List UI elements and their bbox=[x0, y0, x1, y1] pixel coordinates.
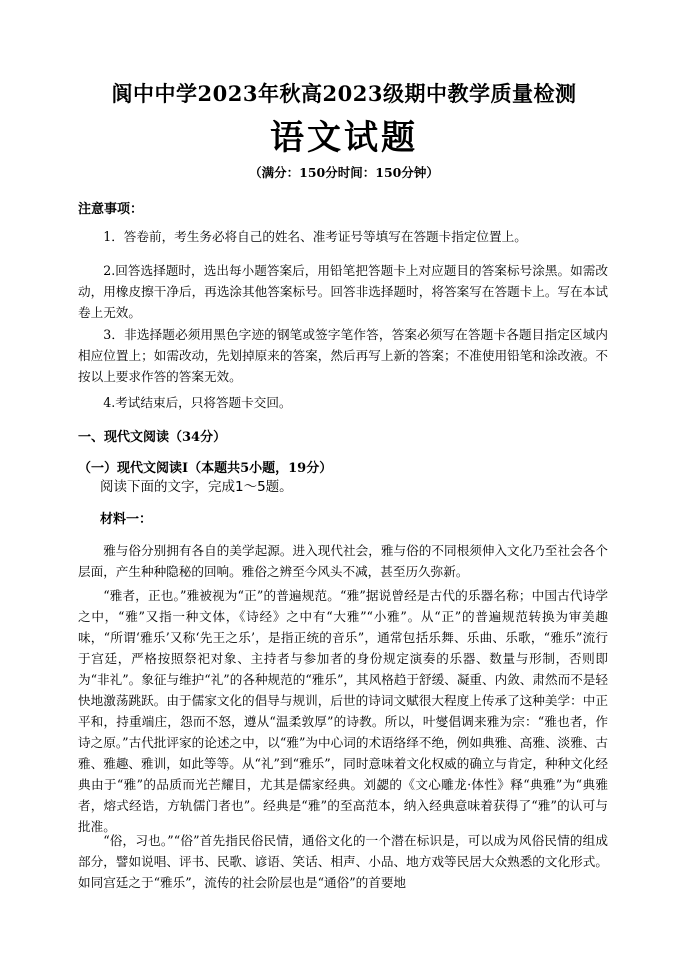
notice-item-2: 2.回答选择题时，选出每小题答案后，用铅笔把答题卡上对应题目的答案标号涂黑。如需改动，用橡皮擦干净后，再选涂其他答案标号。回答非选择题时，将答案写在答题卡上。写在本试卷上无效。 bbox=[78, 263, 608, 320]
material-label: 材料一： bbox=[100, 512, 153, 527]
notice-item-1: 1．答卷前，考生务必将自己的姓名、准考证号等填写在答题卡指定位置上。 bbox=[103, 229, 527, 244]
subject-title: 语文试题 bbox=[270, 118, 418, 158]
notice-item-4: 4.考试结束后，只将答题卡交回。 bbox=[103, 395, 292, 410]
material-paragraph-2: “雅者，正也。”雅被视为“正”的普遍规范。“雅”据说曾经是古代的乐器名称；中国古代诗学之中，“雅”又指一种文体，《诗经》之中有“大雅”“小雅”。从“正”的普遍规范转换为审美趣味，“所谓‘雅乐’又称‘先王之乐’，是指正统的音乐”，通常包括乐舞、乐曲、乐歌，“雅乐”流行于宫廷，严格按照祭祀对象、主持者与参加者的身份规定演奏的乐器、数量与形制，否则即为“非礼”。象征与维护“礼”的各种规范的“雅乐”，其风格趋于舒缓、凝重、内敛、肃然而不是轻快地激荡跳跃。由于儒家文化的倡导与规训，后世的诗词文赋很大程度上传承了这种美学：中正平和，持重端庄，怨而不怒，遵从“温柔敦厚”的诗教。所以，叶燮倡调来雅为宗：“雅也者，作诗之原。”古代批评家的论述之中，以“雅”为中心词的术语络绎不绝，例如典雅、高雅、淡雅、古雅、雅趣、雅训，如此等等。从“礼”到“雅乐”，同时意味着文化权威的确立与肯定，种种文化经典由于“雅”的品质而光芒耀目，尤其是儒家经典。刘勰的《文心雕龙·体性》释“典雅”为“典雅者，熔式经诰，方轨儒门者也”。经典是“雅”的至高范本，纳入经典意味着获得了“雅”的认可与批准。 bbox=[78, 588, 608, 834]
exam-info: （满分：150分时间：150分钟） bbox=[249, 165, 439, 180]
notice-item-3: 3．非选择题必须用黑色字迹的钢笔或签字笔作答，答案必须写在答题卡各题目指定区域内相应位置上；如需改动，先划掉原来的答案，然后再写上新的答案；不准使用铅笔和涂改液。不按以上要求作答的答案无效。 bbox=[78, 327, 608, 384]
exam-title: 阆中中学2023年秋高2023级期中教学质量检测 bbox=[111, 81, 577, 106]
material-paragraph-1: 雅与俗分别拥有各自的美学起源。进入现代社会，雅与俗的不同根须伸入文化乃至社会各个层面，产生种种隐秘的回响。雅俗之辨至今风头不减，甚至历久弥新。 bbox=[78, 543, 608, 579]
section-heading: 一、现代文阅读（34分） bbox=[78, 430, 227, 445]
notice-heading: 注意事项： bbox=[78, 202, 144, 217]
sub-section-heading: （一）现代文阅读Ⅰ（本题共5小题，19分） bbox=[78, 461, 333, 476]
material-paragraph-3: “俗，习也。”“俗”首先指民俗民情，通俗文化的一个潜在标识是，可以成为风俗民情的组成部分，譬如说唱、评书、民歌、谚语、笑话、相声、小品、地方戏等民居大众熟悉的文化形式。如同宫廷之于“雅乐”，流传的社会阶层也是“通俗”的首要地 bbox=[78, 833, 608, 890]
reading-instruction: 阅读下面的文字，完成1～5题。 bbox=[100, 479, 293, 495]
